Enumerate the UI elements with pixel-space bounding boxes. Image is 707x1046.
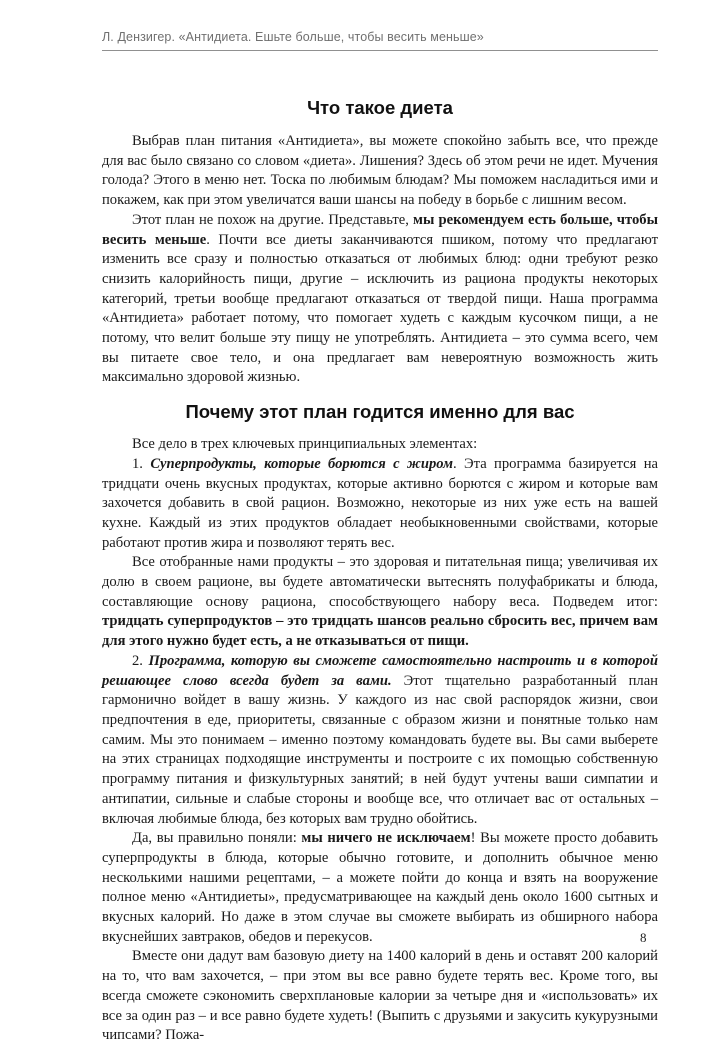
paragraph — [102, 829, 658, 947]
paragraph-text: Этот тщательно разработанный план гармонично войдет в вашу жизнь. У каждого из нас свой распорядок жизни, свои предпочтения в еде, приоритеты, связанные с образом жизни и понятные только нам самим. Мы это понимаем – именно поэтому командовать будете вы. Вы сами выберете на этих страницах подходящие инструменты и построите с их помощью собственную программу питания и физкультурных занятий; в ней будут учтены ваши симпатии и антипатии, сильные и слабые стороны и вообще все, что отличает вас от остальных – включая любимые блюда, без которых вам трудно обойтись. — [102, 672, 658, 827]
bold-phrase: тридцать суперпродуктов – это тридцать шансов реально сбросить вес, причем вам для этого нужно будет есть, а не отказываться от пищи. — [102, 613, 658, 650]
paragraph — [102, 947, 658, 1046]
paragraph-text: Выбрав план питания «Антидиета», вы можете спокойно забыть все, что прежде для вас было связано со словом «диета». Лишения? Здесь об этом речи не идет. Мучения голода? Этого в меню нет. Тоска по любимым блюдам? Мы поможем насладиться ими и покажем, как при этом увеличатся ваши шансы на победу в борьбе с лишним весом. — [102, 133, 658, 209]
paragraph — [102, 435, 658, 455]
bold-phrase: мы ничего не исключаем — [301, 830, 471, 847]
paragraph-text: Этот план не похож на другие. Представьте, — [132, 211, 414, 228]
paragraph-text: Да, вы правильно поняли: — [132, 830, 302, 847]
bold-phrase: мы рекомендуем есть больше, чтобы весить меньше — [102, 211, 658, 248]
page-number: 8 — [640, 930, 647, 945]
paragraph-text: ! Вы можете просто добавить суперпродукты в блюда, которые обычно готовите, и дополнить обычное меню несколькими нашими рецептами, – а можете пойти до конца и взять на вооружение полное меню «Антидиеты», предусматривающее на каждый день около 1600 сытных и вкусных калорий. Но даже в этом случае вы сможете выбирать из обширного набора вкуснейших завтраков, обедов и перекусов. — [102, 830, 658, 945]
header-divider — [102, 50, 658, 51]
list-item-custom-program — [102, 652, 658, 829]
paragraph — [102, 211, 658, 388]
bold-italic-phrase: Суперпродукты, которые борются с жиром — [150, 455, 453, 472]
paragraph-text: Все дело в трех ключевых принципиальных элементах: — [132, 436, 478, 453]
paragraph-text: Вместе они дадут вам базовую диету на 1400 калорий в день и оставят 200 калорий на то, что вам захочется, – при этом вы все равно будете терять вес. Кроме того, вы всегда сможете сэкономить сверхплановые калории за четыре дня и «использовать» их все за один раз – и все равно будете худеть! (Выпить с друзьями и закусить кукурузными чипсами? Пожа- — [102, 948, 658, 1044]
paragraph — [102, 553, 658, 652]
section-heading-why-this-plan: Почему этот план годится именно для вас — [185, 401, 575, 423]
paragraph-text: . Почти все диеты заканчиваются пшиком, потому что предлагают изменить все сразу и полностью отказаться от любимых блюд: одни требуют резко снизить калорийность пищи, другие – исключить из рациона продукты некоторых категорий, третьи вообще предлагают отказаться от твердой пищи. Наша программа «Антидиета» работает потому, что помогает худеть с каждым кусочком пищи, а не потому, что велит больше эту пищу не употреблять. Антидиета – это сумма всего, чем вы питаете свое тело, и она предлагает вам невероятную возможность жить максимально здоровой жизнью. — [102, 231, 658, 386]
section-heading-what-is-diet: Что такое диета — [307, 97, 453, 118]
paragraph — [102, 132, 658, 211]
list-number: 1. — [132, 455, 151, 472]
bold-italic-phrase: Программа, которую вы сможете самостоятельно настроить и в которой решающее слово всегда будет за вами. — [102, 652, 658, 689]
paragraph-text: Все отобранные нами продукты – это здоровая и питательная пища; увеличивая их долю в своем рационе, вы будете автоматически вытеснять полуфабрикаты и блюда, составляющие основу рациона, способствующего набору веса. Подведем итог: — [102, 554, 658, 610]
list-item-superfoods — [102, 455, 658, 554]
running-header: Л. Дензигер. «Антидиета. Ешьте больше, чтобы весить меньше» — [102, 30, 484, 44]
list-number: 2. — [132, 652, 149, 669]
paragraph-text: . Эта программа базируется на тридцати очень вкусных продуктах, которые активно борются с жиром и которые вам захочется добавить в свой рацион. Возможно, некоторые из них уже есть на вашей кухне. Каждый из этих продуктов обладает необыкновенными свойствами, которые работают против жира и позволяют терять вес. — [102, 455, 659, 551]
page-body — [102, 96, 658, 1046]
